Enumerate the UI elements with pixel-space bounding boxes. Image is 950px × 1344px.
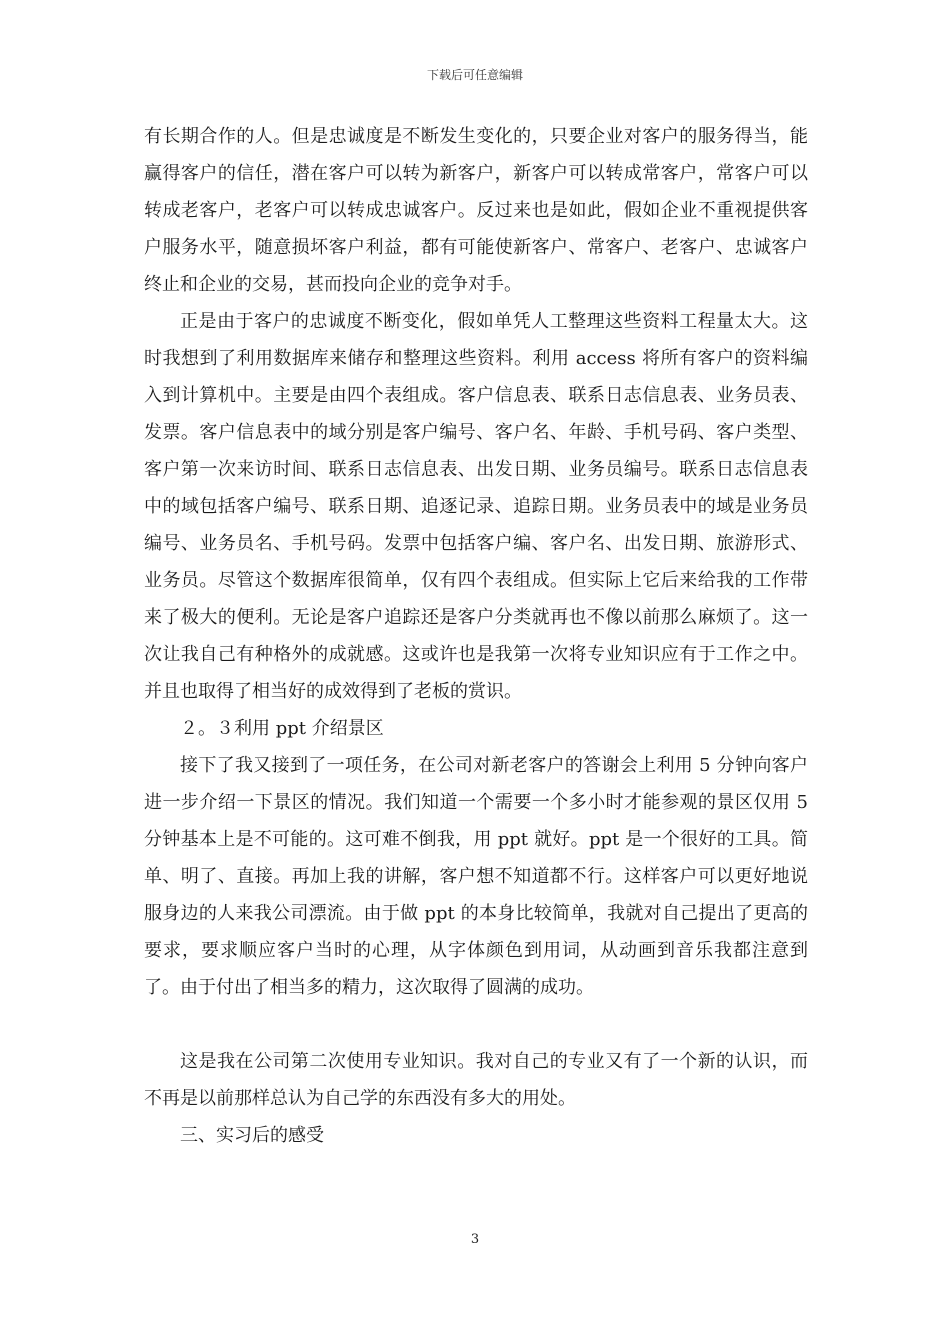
paragraph-database: 正是由于客户的忠诚度不断变化，假如单凭人工整理这些资料工程量太大。这时我想到了利用数据库来储存和整理这些资料。利用 access 将所有客户的资料编入到计算机中。主要是由四个表组成。客户信息表、联系日志信息表、业务员表、发票。客户信息表中的域分别是客户编号、客户名、年龄、手机号码、客户类型、客户第一次来访时间、联系日志信息表、出发日期、业务员编号。联系日志信息表中的域包括客户编号、联系日期、追逐记录、追踪日期。业务员表中的域是业务员编号、业务员名、手机号码。发票中包括客户编、客户名、出发日期、旅游形式、业务员。尽管这个数据库很简单，仅有四个表组成。但实际上它后来给我的工作带来了极大的便利。无论是客户追踪还是客户分类就再也不像以前那么麻烦了。这一次让我自己有种格外的成就感。这或许也是我第一次将专业知识应有于工作之中。并且也取得了相当好的成效得到了老板的赏识。 bbox=[144, 311, 808, 702]
section-heading-reflection: 三、实习后的感受 bbox=[180, 1125, 324, 1146]
section-heading-ppt: ２。３利用 ppt 介绍景区 bbox=[180, 718, 384, 739]
page-header: 下载后可任意编辑 bbox=[426, 68, 523, 82]
document-body bbox=[144, 118, 808, 1154]
paragraph-professional-knowledge: 这是我在公司第二次使用专业知识。我对自己的专业又有了一个新的认识，而不再是以前那样总认为自己学的东西没有多大的用处。 bbox=[144, 1051, 808, 1109]
blank-line bbox=[144, 1006, 808, 1043]
paragraph-ppt-task: 接下了我又接到了一项任务，在公司对新老客户的答谢会上利用 5 分钟向客户进一步介绍一下景区的情况。我们知道一个需要一个多小时才能参观的景区仅用 5 分钟基本上是不可能的。这可难不倒我，用 ppt 就好。ppt 是一个很好的工具。简单、明了、直接。再加上我的讲解，客户想不知道都不行。这样客户可以更好地说服身边的人来我公司漂流。由于做 ppt 的本身比较简单，我就对自己提出了更高的要求，要求顺应客户当时的心理，从字体颜色到用词，从动画到音乐我都注意到了。由于付出了相当多的精力，这次取得了圆满的成功。 bbox=[144, 755, 808, 998]
paragraph-customer-loyalty: 有长期合作的人。但是忠诚度是不断发生变化的，只要企业对客户的服务得当，能赢得客户的信任，潜在客户可以转为新客户，新客户可以转成常客户，常客户可以转成老客户，老客户可以转成忠诚客户。反过来也是如此，假如企业不重视提供客户服务水平，随意损坏客户利益，都有可能使新客户、常客户、老客户、忠诚客户终止和企业的交易，甚而投向企业的竞争对手。 bbox=[144, 126, 808, 295]
page-number: 3 bbox=[470, 1232, 480, 1247]
